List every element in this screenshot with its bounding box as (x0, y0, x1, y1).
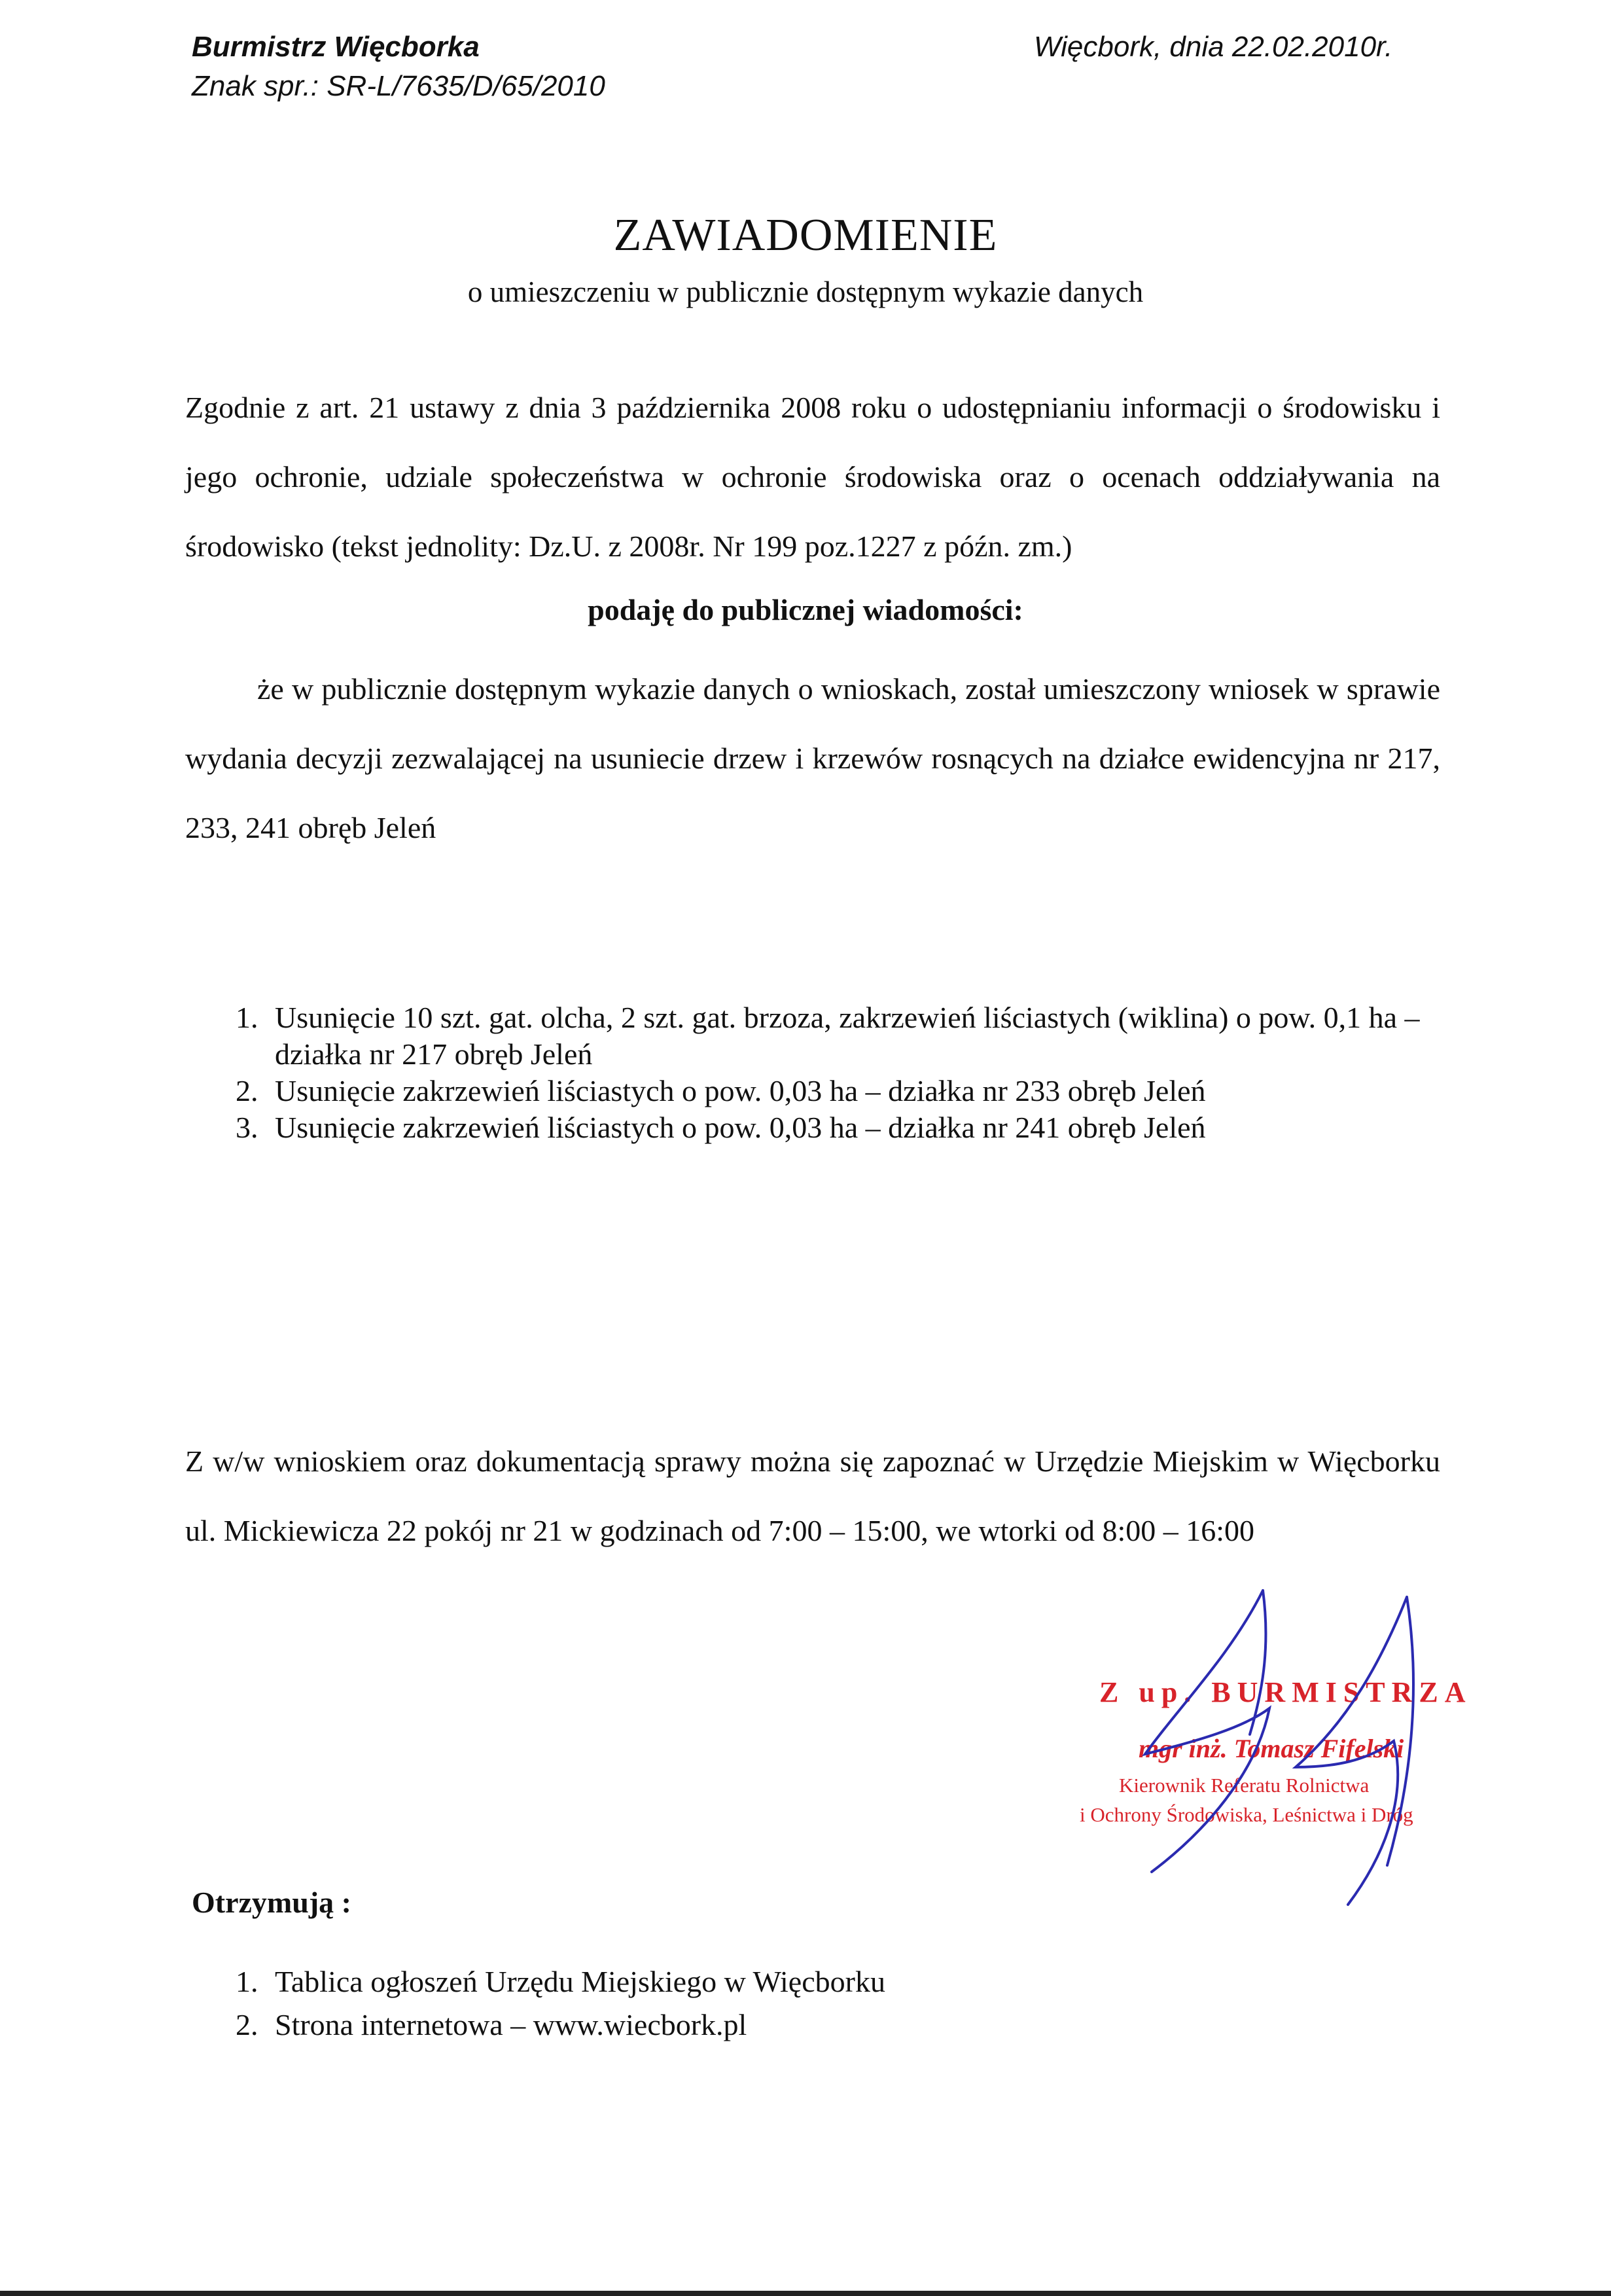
item-text: Tablica ogłoszeń Urzędu Miejskiego w Więcborku (275, 1965, 885, 1998)
issuer-name: Burmistrz Więcborka (192, 31, 480, 63)
item-text: Strona internetowa – www.wiecbork.pl (275, 2008, 747, 2041)
list-item (236, 999, 1446, 1073)
notice-paragraph (185, 655, 1440, 863)
list-item (236, 1109, 1446, 1146)
recipients-list (236, 1960, 885, 2047)
stamp-line-position: Kierownik Referatu Rolnictwa (1119, 1774, 1370, 1797)
stamp-line-name: mgr inż. Tomasz Fifelski (1139, 1734, 1404, 1763)
list-item (236, 1073, 1446, 1109)
access-info-paragraph: Z w/w wnioskiem oraz dokumentacją sprawy można się zapoznać w Urzędzie Miejskim w Więcborku ul. Mickiewicza 22 pokój nr 21 w godzinach od 7:00 – 15:00, we wtorki od 8:00 – 16:00 (185, 1444, 1440, 1547)
item-number: 3. (236, 1111, 258, 1144)
notice-text: że w publicznie dostępnym wykazie danych o wnioskach, został umieszczony wniosek w sprawie wydania decyzji zezwalającej na usuniecie drzew i krzewów rosnących na działce ewidencyjna nr 217, 233, 241 obręb Jeleń (185, 672, 1440, 844)
list-item (236, 2003, 885, 2047)
document-title: ZAWIADOMIENIE (613, 210, 998, 260)
handwritten-signature (1099, 1577, 1440, 1918)
place-and-date: Więcbork, dnia 22.02.2010r. (1034, 31, 1393, 63)
item-text: Usunięcie zakrzewień liściastych o pow. 0,03 ha – działka nr 241 obręb Jeleń (275, 1111, 1206, 1144)
stamp-line-authority: Z up. BURMISTRZA (1099, 1676, 1472, 1708)
list-item (236, 1960, 885, 2003)
removal-items-list (236, 999, 1446, 1146)
item-number: 2. (236, 1074, 258, 1107)
recipients-heading: Otrzymują : (192, 1886, 351, 1919)
case-reference: Znak spr.: SR-L/7635/D/65/2010 (192, 70, 605, 102)
announcement-heading: podaję do publicznej wiadomości: (588, 593, 1023, 626)
document-subtitle: o umieszczeniu w publicznie dostępnym wykazie danych (467, 276, 1144, 308)
item-text: Usunięcie 10 szt. gat. olcha, 2 szt. gat. brzoza, zakrzewień liściastych (wiklina) o pow. 0,1 ha – działka nr 217 obręb Jeleń (275, 1001, 1420, 1071)
item-number: 1. (236, 1965, 258, 1998)
item-number: 2. (236, 2008, 258, 2041)
scan-edge (0, 2291, 1611, 2296)
stamp-line-department: i Ochrony Środowiska, Leśnictwa i Dróg (1080, 1803, 1413, 1826)
legal-basis-paragraph: Zgodnie z art. 21 ustawy z dnia 3 października 2008 roku o udostępnianiu informacji o środowisku i jego ochronie, udziale społeczeństwa w ochronie środowiska oraz o ocenach oddziaływania na środowisko (tekst jednolity: Dz.U. z 2008r. Nr 199 poz.1227 z późn. zm.) (185, 391, 1440, 563)
item-number: 1. (236, 1001, 258, 1034)
item-text: Usunięcie zakrzewień liściastych o pow. 0,03 ha – działka nr 233 obręb Jeleń (275, 1074, 1206, 1107)
